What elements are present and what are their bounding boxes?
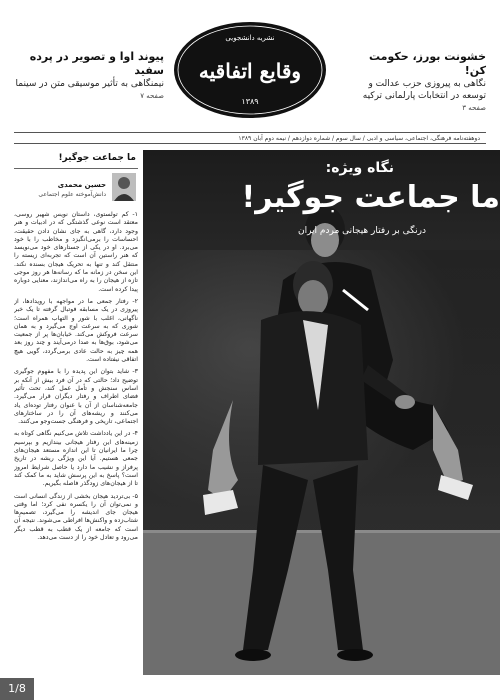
page-indicator[interactable]: 1/8 <box>0 678 34 700</box>
teaser-page: صفحه ۷ <box>140 92 164 100</box>
teaser-page: صفحه ۳ <box>462 104 486 112</box>
teaser-text: نیمنگاهی به تأثیر موسیقی متن در سینما <box>15 79 164 89</box>
body-paragraph: ۲- رفتار جمعی ما در مواجهه با رویدادها، از پیروزی در یک مسابقه فوتبال گرفته تا یک خبر ناگهانی، اغلب با شور و التهاب همراه است؛ شوری که به سرعت اوج می‌گیرد و به همان سرعت فروکش می‌کند. خیابان‌ها پر از جمعیت می‌شود، بوق‌ها به صدا درمی‌آیند و چند روز بعد همه چیز به حالت عادی برمی‌گردد، گویی هیچ اتفاقی نیفتاده است. <box>14 297 138 364</box>
logo-top-text: نشریه دانشجویی <box>225 34 275 42</box>
body-paragraph: ۳- شاید بتوان این پدیده را با مفهوم جوگیری توضیح داد؛ حالتی که در آن فرد بیش از آنکه بر اساس سنجش و تأمل عمل کند، تحت تأثیر فضای اطراف و رفتار دیگران قرار می‌گیرد. جامعه‌شناسان از آن با عنوان رفتار توده‌ای یاد می‌کنند و ریشه‌های آن را در ساختارهای اجتماعی، تاریخی و فرهنگی جست‌وجو می‌کنند. <box>14 368 138 426</box>
body-paragraph: ۴- در این یادداشت تلاش می‌کنیم نگاهی کوتاه به زمینه‌های این رفتار هیجانی بیندازیم و بپرسیم چرا ما ایرانیان تا این اندازه مستعد هیجان‌های جمعی هستیم. آیا این ویژگی ریشه در تاریخ پرفراز و نشیب ما دارد یا حاصل شرایط امروز است؟ پاسخ به این پرسش شاید به ما کمک کند تا از هیجان‌های زودگذر فاصله بگیریم. <box>14 430 138 488</box>
teaser-left[interactable] <box>14 50 164 100</box>
teaser-right[interactable] <box>351 50 486 112</box>
author-avatar-icon <box>112 173 136 201</box>
author-avatar <box>112 173 136 201</box>
teaser-title: خشونت بورز، حکومت کن! <box>369 50 486 77</box>
side-column <box>14 150 138 675</box>
teaser-title: پیوند اوا و تصویر در پرده سفید <box>29 50 164 77</box>
column-body <box>14 211 138 542</box>
body-paragraph: ۱- کم تولستوی، داستان نویس شهیر روسی، معتقد است نوعی گذشتگی که در ادبیات و هنر وجود دارد، گاهی به جای نشان دادن حقیقت، احساسات را برمی‌انگیزد و مخاطب را با خود می‌برد. او در یکی از جستارهای خود می‌نویسد که هنر راستین آن است که تجربه‌ای زیسته را منتقل کند و تنها به تحریک هیجان بسنده نکند. این سخن در زمانه ما که رسانه‌ها هر روز موجی تازه از هیجان را به راه می‌اندازند، معنایی دوباره پیدا کرده است. <box>14 211 138 293</box>
body-paragraph: ۵- بی‌تردید هیجان بخشی از زندگی انسانی است و نمی‌توان آن را یکسره نفی کرد؛ اما وقتی هیجان جای اندیشه را می‌گیرد، تصمیم‌ها شتاب‌زده و واکنش‌ها افراطی می‌شوند. نتیجه آن است که جامعه از یک قطب به قطب دیگر می‌رود و تعادل خود را از دست می‌دهد. <box>14 492 138 541</box>
column-heading[interactable]: ما جماعت جوگیر! <box>14 150 138 169</box>
logo-year: ۱۳۸۹ <box>241 97 259 106</box>
author-name: حسین محمدی <box>57 181 106 189</box>
masthead <box>0 0 500 130</box>
author-title: دانش‌آموخته علوم اجتماعی <box>38 191 106 198</box>
author-box <box>14 173 138 205</box>
logo-title: وقایع اتفاقیه <box>198 59 302 83</box>
feature-headline[interactable]: ما جماعت جوگیر! <box>241 180 500 215</box>
teaser-text: نگاهی به پیروزی حزب عدالت و توسعه در انتخابات پارلمانی ترکیه <box>362 79 486 101</box>
newspaper-logo <box>172 20 328 120</box>
issue-info-bar: دوهفته‌نامه فرهنگی، اجتماعی، سیاسی و ادبی / سال سوم / شماره دوازدهم / نیمه دوم آبان ۱۳۸۹ <box>14 132 486 144</box>
feature-subhead: درنگی بر رفتار هیجانی مردم ایران <box>297 226 426 236</box>
logo-emblem <box>172 20 328 120</box>
feature-kicker: نگاه ویژه: <box>325 160 394 176</box>
